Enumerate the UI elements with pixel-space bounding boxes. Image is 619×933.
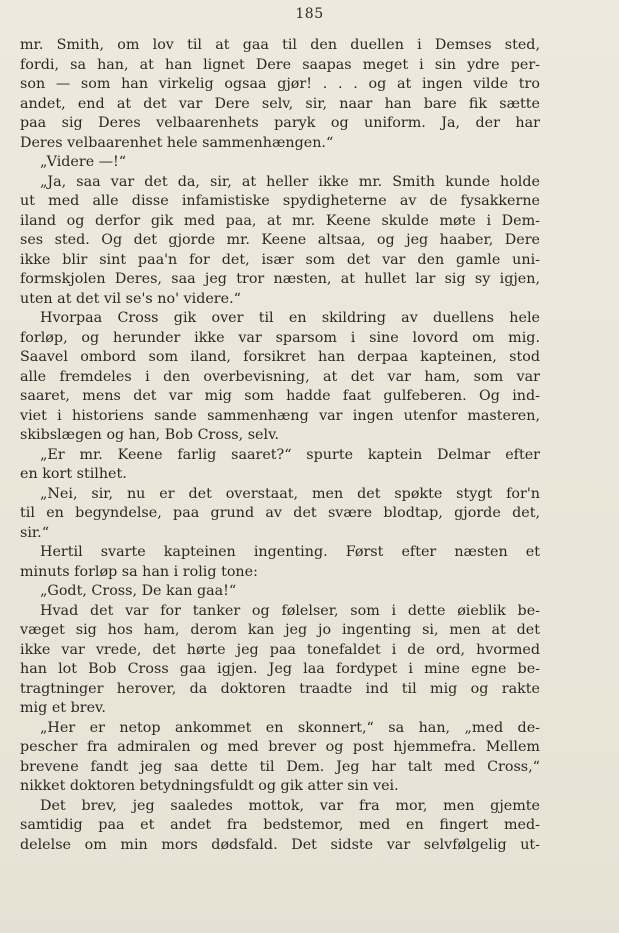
text-line: skibslægen og han, Bob Cross, selv.: [20, 427, 280, 443]
text-line: Saavel ombord som iland, forsikret han derpaa kapteinen, stod: [20, 349, 540, 365]
text-line: ikke var vrede, det hørte jeg paa tonefaldet i de ord, hvormed: [20, 641, 540, 658]
text-line: en kort stilhet.: [20, 466, 127, 482]
text-line: viet i historiens sande sammenhæng var ingen utenfor masteren,: [20, 407, 540, 424]
body-text: [20, 36, 540, 855]
text-line: „Godt, Cross, De kan gaa!“: [40, 583, 237, 599]
text-line: forløp, og herunder ikke var sparsom i sine lovord om mig.: [20, 329, 540, 346]
text-line: Hvad det var for tanker og følelser, som i dette øieblik be-: [40, 602, 540, 619]
text-line: „Er mr. Keene farlig saaret?“ spurte kaptein Delmar efter: [40, 446, 540, 463]
text-line: paa sig Deres velbaarenhets paryk og uniform. Ja, der har: [20, 115, 540, 131]
text-line: ikke blir sint paa'n for det, især som det var den gamle uni-: [20, 251, 540, 268]
text-line: ses sted. Og det gjorde mr. Keene altsaa, og jeg haaber, Dere: [20, 232, 540, 248]
text-line: brevene fandt jeg saa dette til Dem. Jeg har talt med Cross,“: [20, 758, 540, 775]
text-line: „Videre —!“: [40, 154, 127, 170]
text-line: „Ja, saa var det da, sir, at heller ikke mr. Smith kunde holde: [40, 173, 540, 190]
text-line: iland og derfor gik med paa, at mr. Keene skulde møte i Dem-: [20, 212, 540, 229]
text-line: Det brev, jeg saaledes mottok, var fra mor, men gjemte: [40, 797, 540, 814]
text-line: Deres velbaarenhet hele sammenhængen.“: [20, 134, 334, 151]
text-line: delelse om min mors dødsfald. Det sidste var selvfølgelig ut-: [20, 836, 540, 853]
text-line: andet, end at det var Dere selv, sir, naar han bare fik sætte: [20, 95, 540, 112]
text-line: til en begyndelse, paa grund av det svære blodtap, gjorde det,: [20, 505, 540, 521]
text-line: uten at det vil se's no' videre.“: [20, 290, 241, 307]
text-line: Hvorpaa Cross gik over til en skildring av duellens hele: [40, 310, 540, 326]
text-line: son — som han virkelig ogsaa gjør! . . . og at ingen vilde tro: [20, 76, 540, 92]
text-line: sir.“: [20, 524, 50, 541]
text-line: han lot Bob Cross gaa igjen. Jeg laa fordypet i mine egne be-: [20, 661, 540, 677]
text-line: mig et brev.: [20, 700, 106, 716]
text-line: mr. Smith, om lov til at gaa til den duellen i Demses sted,: [20, 37, 540, 53]
text-line: „Her er netop ankommet en skonnert,“ sa han, „med de-: [40, 719, 540, 736]
text-line: formskjolen Deres, saa jeg tror næsten, at hullet lar sig sy igjen,: [20, 271, 540, 287]
text-line: samtidig paa et andet fra bedstemor, med en fingert med-: [20, 817, 540, 833]
text-line: minuts forløp sa han i rolig tone:: [20, 563, 258, 580]
text-line: fordi, sa han, at han lignet Dere saapas meget i sin ydre per-: [20, 56, 540, 73]
text-line: saaret, mens det var mig som hadde faat gulfeberen. Og ind-: [20, 388, 540, 404]
text-line: tragtninger herover, da doktoren traadte ind til mig og rakte: [20, 680, 540, 697]
page-number: 185: [295, 6, 324, 22]
text-line: „Nei, sir, nu er det overstaat, men det spøkte stygt for'n: [40, 485, 540, 502]
text-line: nikket doktoren betydningsfuldt og gik atter sin vei.: [20, 778, 399, 794]
page-margin-bottom: [0, 900, 619, 933]
text-line: pescher fra admiralen og med brever og post hjemmefra. Mellem: [20, 739, 540, 755]
text-line: ut med alle disse infamistiske spydigheterne av de fysakkerne: [20, 193, 540, 209]
text-line: væget sig hos ham, derom kan jeg jo ingenting si, men at det: [20, 622, 540, 638]
text-line: alle fremdeles i den overbevisning, at det var ham, som var: [20, 368, 540, 385]
text-line: Hertil svarte kapteinen ingenting. Først efter næsten et: [40, 544, 540, 560]
